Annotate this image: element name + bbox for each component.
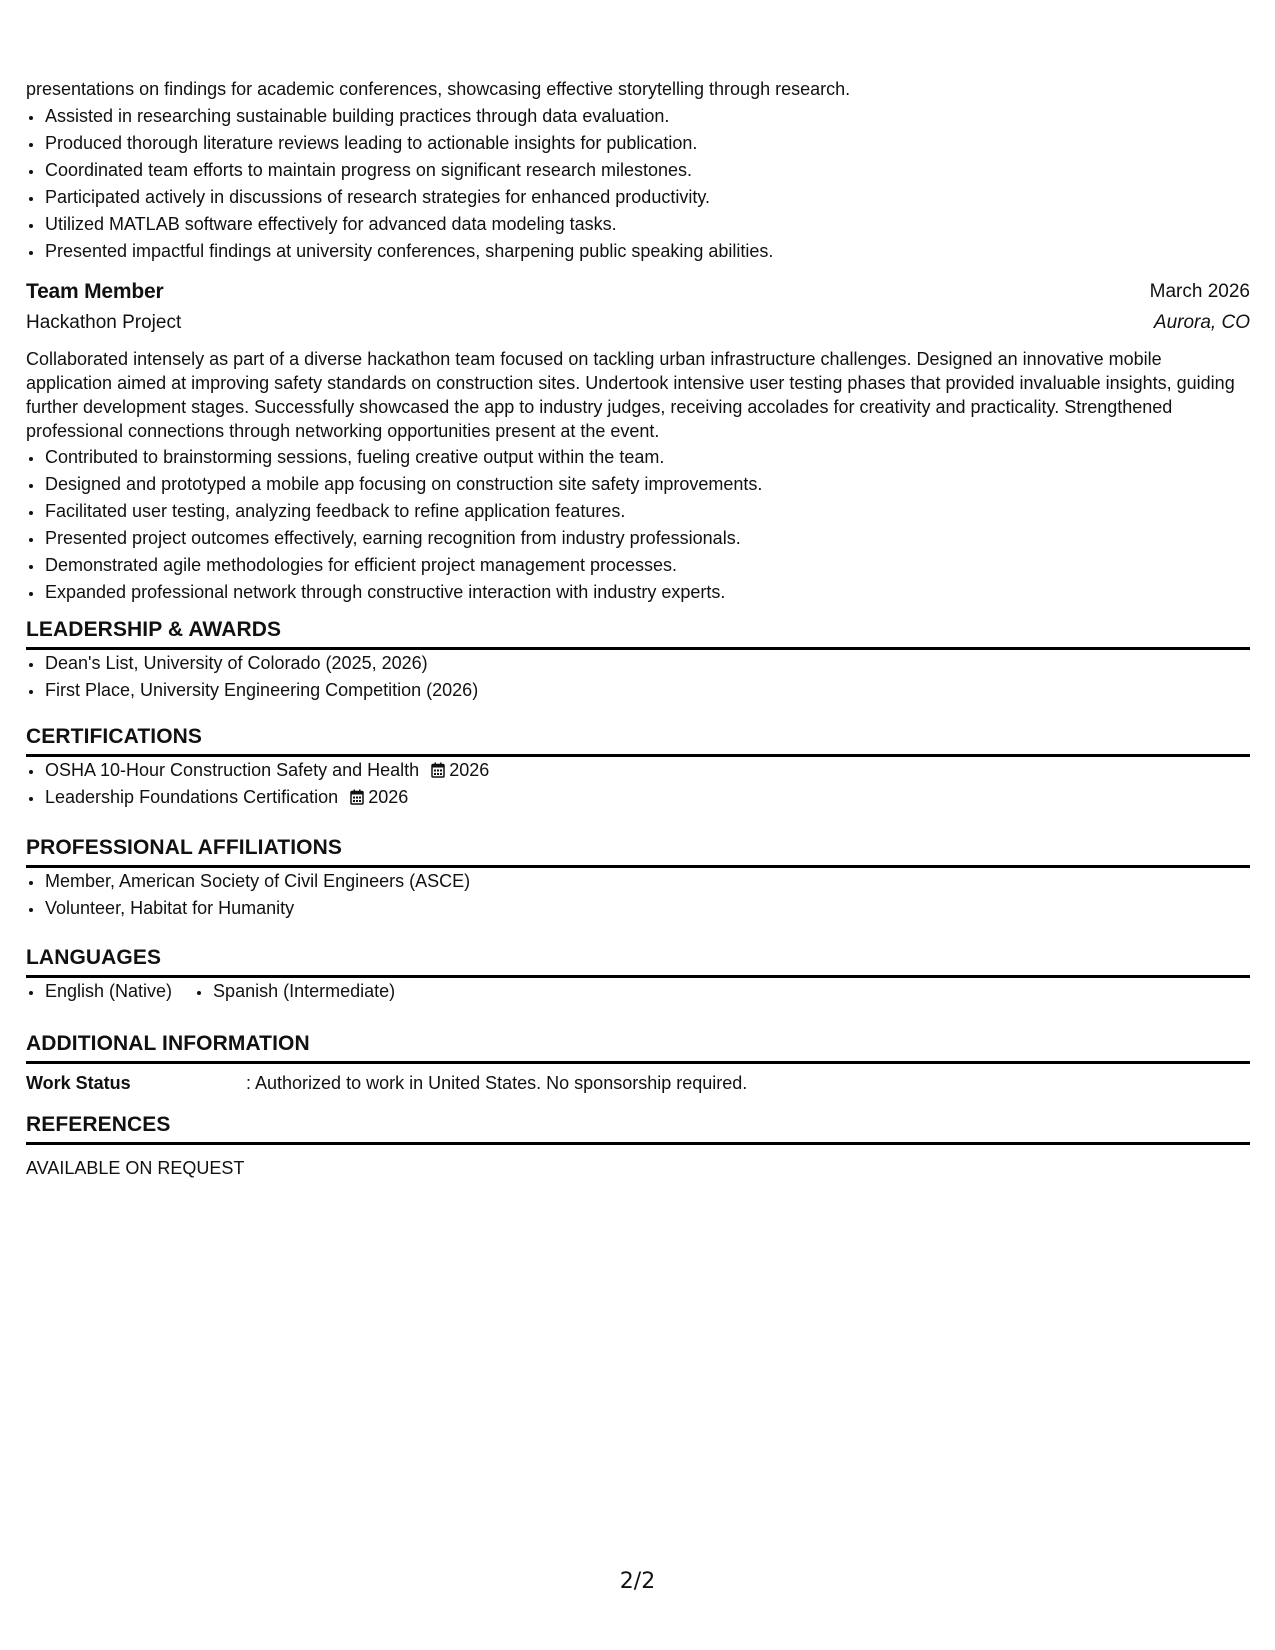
certification-item bbox=[44, 784, 1250, 811]
section-title: REFERENCES bbox=[26, 1111, 1250, 1145]
list-item: • Dean's List, University of Colorado (2025, 2026) bbox=[44, 650, 1250, 677]
calendar-icon bbox=[431, 762, 445, 778]
section-title: LEADERSHIP & AWARDS bbox=[26, 616, 1250, 650]
languages-list bbox=[26, 978, 1250, 1005]
page-number: 2/2 bbox=[619, 1569, 656, 1594]
job-date: March 2026 bbox=[1149, 281, 1250, 302]
work-status-label: Work Status bbox=[26, 1073, 131, 1093]
leadership-list bbox=[26, 650, 1250, 704]
list-item: • Demonstrated agile methodologies for efficient project management processes. bbox=[44, 552, 1268, 579]
additional-info-section bbox=[26, 1030, 1250, 1096]
list-item: • Utilized MATLAB software effectively for advanced data modeling tasks. bbox=[44, 211, 1268, 238]
list-item: • Expanded professional network through constructive interaction with industry experts. bbox=[44, 579, 1268, 606]
certification-year: 2026 bbox=[368, 787, 409, 807]
certification-item bbox=[44, 757, 1250, 784]
references-section bbox=[26, 1111, 1250, 1181]
job-organization: Hackathon Project bbox=[26, 312, 182, 333]
list-item: • Contributed to brainstorming sessions, fueling creative output within the team. bbox=[44, 444, 1268, 471]
section-title: CERTIFICATIONS bbox=[26, 723, 1250, 757]
list-item: • Presented impactful findings at university conferences, sharpening public speaking abilities. bbox=[44, 238, 1268, 265]
job-description: Collaborated intensely as part of a diverse hackathon team focused on tackling urban infrastructure challenges. Designed an innovative mobile application aimed at improving safety standards on construction sites. Undertook intensive user testing phases that provided invaluable insights, guiding further development stages. Successfully showcased the app to industry judges, receiving accolades for creativity and practicality. Strengthened professional connections through networking opportunities present at the event. bbox=[26, 349, 1235, 441]
list-item: • Participated actively in discussions of research strategies for enhanced productivity. bbox=[44, 184, 1268, 211]
certifications-section bbox=[26, 723, 1250, 811]
job-bullet-list bbox=[26, 444, 1268, 606]
list-item: • Coordinated team efforts to maintain progress on significant research milestones. bbox=[44, 157, 1268, 184]
section-title: LANGUAGES bbox=[26, 944, 1250, 978]
list-item: • Assisted in researching sustainable building practices through data evaluation. bbox=[44, 103, 1268, 130]
list-item: • Presented project outcomes effectively, earning recognition from industry professionals. bbox=[44, 525, 1268, 552]
list-item: • Produced thorough literature reviews leading to actionable insights for publication. bbox=[44, 130, 1268, 157]
leadership-section bbox=[26, 616, 1250, 704]
certification-name: Leadership Foundations Certification bbox=[45, 787, 339, 807]
section-title: PROFESSIONAL AFFILIATIONS bbox=[26, 834, 1250, 868]
section-title: ADDITIONAL INFORMATION bbox=[26, 1030, 1250, 1064]
experience-carry-text: presentations on findings for academic conferences, showcasing effective storytelling through research. bbox=[26, 79, 851, 99]
work-status-value: : Authorized to work in United States. No sponsorship required. bbox=[246, 1073, 748, 1093]
list-item: • Member, American Society of Civil Engineers (ASCE) bbox=[44, 868, 1250, 895]
certification-year: 2026 bbox=[449, 760, 490, 780]
certification-name: OSHA 10-Hour Construction Safety and Health bbox=[45, 760, 420, 780]
list-item: • English (Native) bbox=[44, 978, 172, 1005]
job-header bbox=[26, 278, 1250, 338]
job-title: Team Member bbox=[26, 280, 164, 303]
languages-section bbox=[26, 944, 1250, 1005]
calendar-icon bbox=[350, 789, 364, 805]
list-item: • Volunteer, Habitat for Humanity bbox=[44, 895, 1250, 922]
list-item: • First Place, University Engineering Competition (2026) bbox=[44, 677, 1250, 704]
certifications-list bbox=[26, 757, 1250, 811]
affiliations-list bbox=[26, 868, 1250, 922]
list-item: • Facilitated user testing, analyzing feedback to refine application features. bbox=[44, 498, 1268, 525]
list-item: • Designed and prototyped a mobile app focusing on construction site safety improvements. bbox=[44, 471, 1268, 498]
job-location: Aurora, CO bbox=[1153, 312, 1250, 333]
affiliations-section bbox=[26, 834, 1250, 922]
list-item: • Spanish (Intermediate) bbox=[212, 978, 395, 1005]
work-status-row bbox=[26, 1064, 1250, 1096]
references-text: AVAILABLE ON REQUEST bbox=[26, 1158, 245, 1178]
experience-bullet-list bbox=[26, 103, 1268, 265]
